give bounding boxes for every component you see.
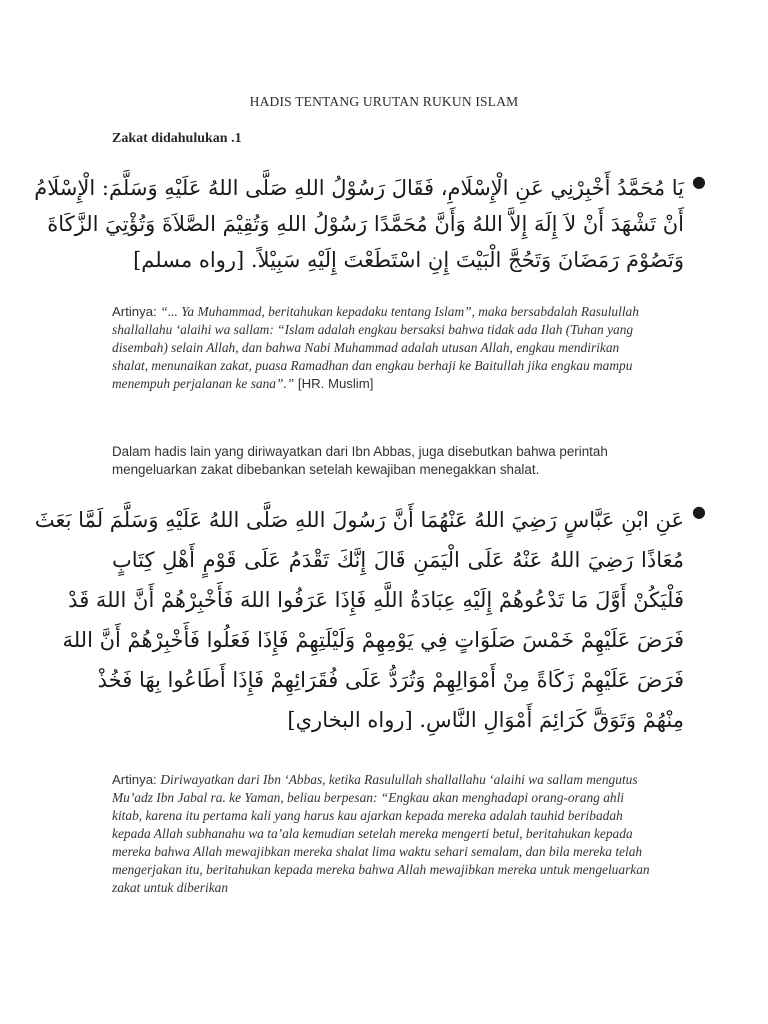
arabic-line: أَنْ تَشْهَدَ أَنْ لاَ إِلَهَ إِلاَّ اللهُ وَأَنَّ مُحَمَّدًا رَسُوْلُ اللهِ وَتُقِيْمَ الصَّلاَةَ وَتُؤْتِيَ الزَّكَاةَ xyxy=(47,212,684,236)
translation-source: [HR. Muslim] xyxy=(294,376,374,391)
arabic-line: عَنِ ابْنِ عَبَّاسٍ رَضِيَ اللهُ عَنْهُمَا أَنَّ رَسُولَ اللهِ صَلَّى اللهُ عَلَيْهِ وَسَلَّمَ لَمَّا بَعَثَ xyxy=(34,508,684,532)
arabic-line: وَتَصُوْمَ رَمَضَانَ وَتَحُجَّ الْبَيْتَ إِنِ اسْتَطَعْتَ إِلَيْهِ سَبِيْلاً. [رواه مسلم] xyxy=(133,248,684,272)
translation-label: Artinya: xyxy=(112,304,161,319)
bullet-icon: ● xyxy=(692,502,706,521)
document-title: HADIS TENTANG URUTAN RUKUN ISLAM xyxy=(249,94,519,109)
arabic-line: مُعَاذًا رَضِيَ اللهُ عَنْهُ عَلَى الْيَمَنِ قَالَ إِنَّكَ تَقْدَمُ عَلَى قَوْمٍ أَهْلِ كِتَابٍ xyxy=(112,548,684,572)
hadith-1-translation xyxy=(112,303,656,393)
hadith-2-arabic xyxy=(34,500,706,740)
section-heading: Zakat didahulukan .1 xyxy=(112,131,242,146)
translation-text: “... Ya Muhammad, beritahukan kepadaku tentang Islam”, maka bersabdalah Rasulullah shallallahu ‘alaihi wa sallam: “Islam adalah engkau bersaksi bahwa tidak ada Ilah (Tuhan yang disembah) selain Allah, dan bahwa Nabi Muhammad adalah utusan Allah, engkau mendirikan shalat, menunaikan zakat, puasa Ramadhan dan engkau berhaji ke Baitullah jika engkau mampu menempuh perjalanan ke sana”.” xyxy=(112,304,639,391)
arabic-line: يَا مُحَمَّدُ أَخْبِرْنِي عَنِ الْإِسْلَامِ، فَقَالَ رَسُوْلُ اللهِ صَلَّى اللهُ عَلَيْهِ وَسَلَّمَ: الْإِسْلَامُ xyxy=(34,176,684,200)
hadith-2-translation xyxy=(112,771,656,897)
bullet-icon: ● xyxy=(692,172,706,191)
arabic-line: فَلْيَكُنْ أَوَّلَ مَا تَدْعُوهُمْ إِلَيْهِ عِبَادَةُ اللَّهِ فَإِذَا عَرَفُوا اللهَ فَأَخْبِرْهُمْ أَنَّ اللهَ قَدْ xyxy=(68,588,684,612)
arabic-line: فَرَضَ عَلَيْهِمْ خَمْسَ صَلَوَاتٍ فِي يَوْمِهِمْ وَلَيْلَتِهِمْ فَإِذَا فَعَلُوا فَأَخْبِرْهُمْ أَنَّ اللهَ xyxy=(62,628,684,652)
translation-label: Artinya: xyxy=(112,772,161,787)
arabic-line: مِنْهُمْ وَتَوَقَّ كَرَائِمَ أَمْوَالِ النَّاسِ. [رواه البخاري] xyxy=(287,708,684,732)
arabic-line: فَرَضَ عَلَيْهِمْ زَكَاةً مِنْ أَمْوَالِهِمْ وَتُرَدُّ عَلَى فُقَرَائِهِمْ فَإِذَا أَطَاعُوا بِهَا فَخُذْ xyxy=(97,668,684,692)
hadith-1-arabic xyxy=(34,170,706,278)
translation-text: Diriwayatkan dari Ibn ‘Abbas, ketika Rasulullah shallallahu ‘alaihi wa sallam mengutus Mu’adz Ibn Jabal ra. ke Yaman, beliau berpesan: “Engkau akan menghadapi orang-orang ahli kitab, karena itu pertama kali yang harus kau ajarkan kepada mereka adalah tauhid beribadah kepada Allah subhanahu wa ta’ala kemudian setelah mereka mengerti betul, beritahukan kepada mereka bahwa Allah mewajibkan mereka shalat lima waktu sehari semalam, dan bila mereka telah mengerjakan itu, beritahukan kepada mereka bahwa Allah mewajibkan mereka untuk mengeluarkan zakat untuk diberikan xyxy=(112,772,650,895)
body-paragraph: Dalam hadis lain yang diriwayatkan dari Ibn Abbas, juga disebutkan bahwa perintah mengeluarkan zakat dibebankan setelah kewajiban menegakkan shalat. xyxy=(112,444,608,477)
